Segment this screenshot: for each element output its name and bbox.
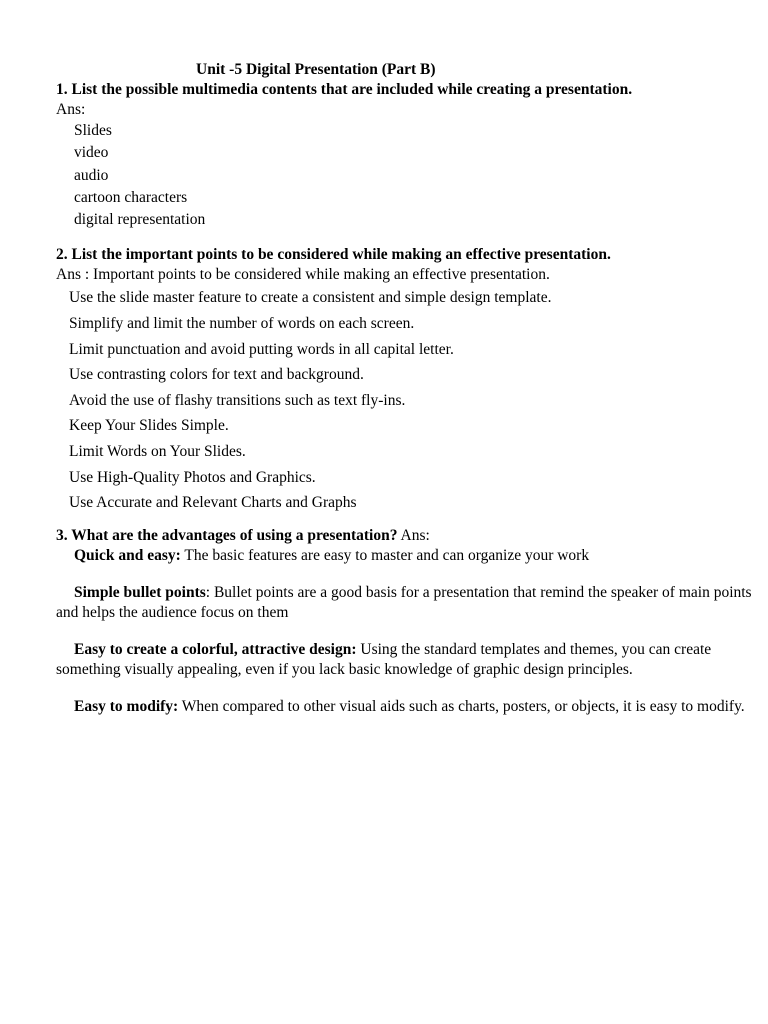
- answer-label-1: Ans:: [56, 101, 86, 118]
- answer-label-3: Ans:: [400, 526, 430, 544]
- list-item: Limit Words on Your Slides.: [69, 443, 246, 461]
- question-3: 3. What are the advantages of using a presentation?: [56, 526, 398, 544]
- page-title: Unit -5 Digital Presentation (Part B): [196, 61, 436, 78]
- list-item: Use Accurate and Relevant Charts and Graphs: [69, 494, 357, 512]
- advantage-text: Using the standard templates and themes, you can create something visually appealing, even if you lack basic knowledge of graphic design principles.: [56, 640, 712, 678]
- list-item: video: [74, 144, 109, 162]
- list-item: Simplify and limit the number of words on each screen.: [69, 315, 415, 333]
- advantage-heading: Easy to create a colorful, attractive design:: [74, 640, 357, 658]
- question-1: 1. List the possible multimedia contents that are included while creating a presentation.: [56, 81, 633, 98]
- multimedia-list: [56, 120, 762, 231]
- list-item: Avoid the use of flashy transitions such as text fly-ins.: [69, 391, 406, 409]
- advantage-item: [56, 583, 762, 623]
- list-item: cartoon characters: [74, 188, 188, 206]
- question-3-line: [56, 526, 762, 546]
- list-item: Slides: [74, 122, 112, 139]
- document-page: [56, 60, 762, 734]
- advantages-list: [56, 546, 762, 717]
- advantage-text: When compared to other visual aids such as charts, posters, or objects, it is easy to modify.: [178, 697, 745, 715]
- list-item: Limit punctuation and avoid putting words in all capital letter.: [69, 340, 454, 358]
- advantage-heading: Simple bullet points: [74, 583, 206, 601]
- advantage-item: [56, 546, 762, 566]
- advantage-text: : Bullet points are a good basis for a presentation that remind the speaker of main points and helps the audience focus on them: [56, 583, 752, 621]
- advantage-heading: Easy to modify:: [74, 697, 179, 715]
- advantage-item: [56, 697, 762, 717]
- advantage-item: [56, 640, 762, 680]
- list-item: Use contrasting colors for text and background.: [69, 366, 364, 384]
- question-2: 2. List the important points to be considered while making an effective presentation.: [56, 246, 611, 264]
- advantage-heading: Quick and easy:: [74, 546, 181, 564]
- list-item: audio: [74, 166, 109, 184]
- effective-points-list: [56, 285, 762, 515]
- list-item: Use the slide master feature to create a consistent and simple design template.: [69, 289, 552, 307]
- answer-label-2: Ans : Important points to be considered while making an effective presentation.: [56, 266, 550, 284]
- list-item: digital representation: [74, 211, 206, 229]
- advantage-text: The basic features are easy to master and can organize your work: [180, 546, 590, 564]
- list-item: Use High-Quality Photos and Graphics.: [69, 468, 316, 486]
- list-item: Keep Your Slides Simple.: [69, 417, 229, 435]
